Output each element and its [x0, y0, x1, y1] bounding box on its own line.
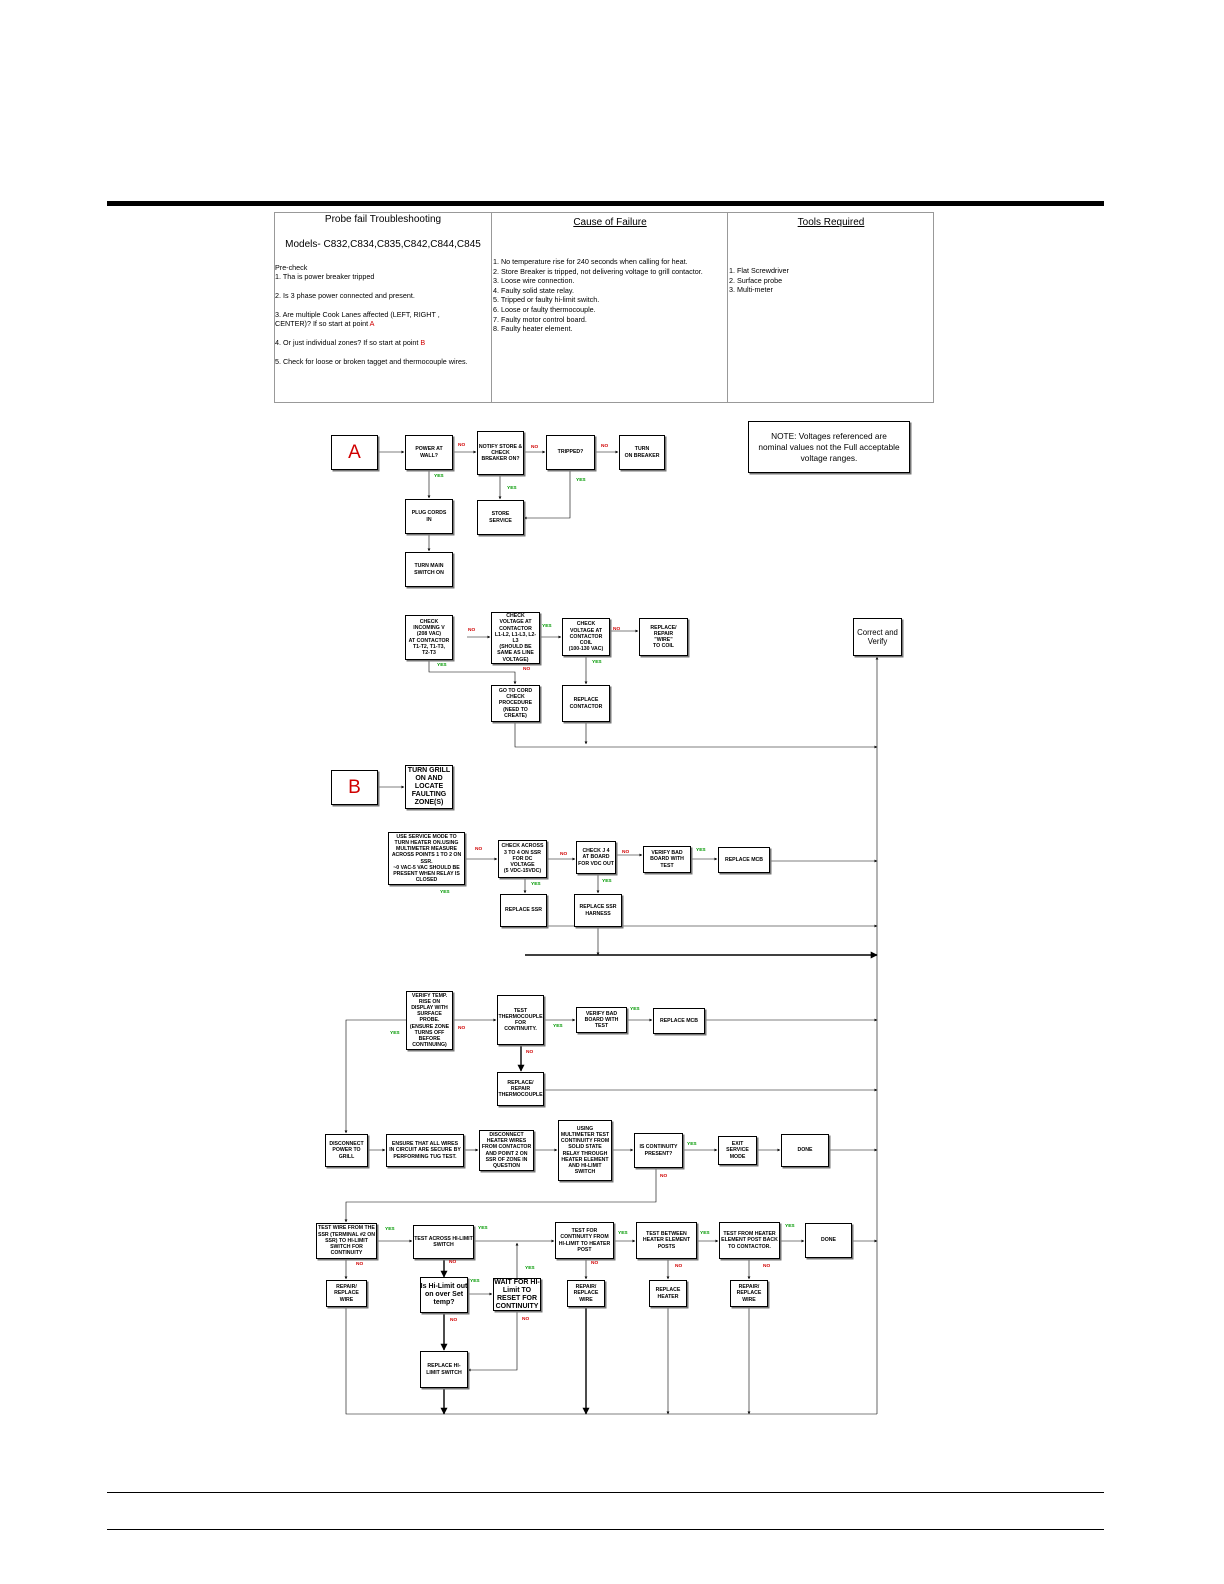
cause-item: 7. Faulty motor control board. — [493, 314, 587, 324]
precheck-3b: CENTER)? If so start at point A — [275, 319, 375, 328]
precheck-1: 1. Tha is power breaker tripped — [275, 272, 375, 281]
node-done-1: DONE — [781, 1134, 829, 1167]
label-yes: YES — [785, 1224, 795, 1229]
label-no: NO — [591, 1261, 599, 1266]
label-yes: YES — [700, 1231, 710, 1236]
label-no: NO — [468, 628, 476, 633]
node-check-incoming: CHECK INCOMING V (208 VAC) AT CONTACTOR T1-T2, T1-T3, T2-T3 — [405, 615, 453, 660]
label-no: NO — [613, 627, 621, 632]
label-yes: YES — [531, 882, 541, 887]
label-no: NO — [531, 445, 539, 450]
node-notify-store: NOTIFY STORE & CHECK BREAKER ON? — [477, 431, 524, 475]
label-yes: YES — [542, 624, 552, 629]
node-wait-for-hilimit: WAIT FOR HI- Limit TO RESET FOR CONTINUITY — [494, 1278, 540, 1310]
cause-item: 1. No temperature rise for 240 seconds when calling for heat. — [493, 257, 688, 266]
label-yes: YES — [630, 1007, 640, 1012]
label-no: NO — [458, 1026, 466, 1031]
node-done-2: DONE — [805, 1223, 852, 1258]
node-ensure-wires: ENSURE THAT ALL WIRES IN CIRCUIT ARE SECURE BY PERFORMING TUG TEST. — [386, 1134, 464, 1167]
node-check-j4: CHECK J 4 AT BOARD FOR VDC OUT — [576, 841, 616, 874]
precheck-2: 2. Is 3 phase power connected and present. — [275, 291, 415, 300]
label-yes: YES — [602, 879, 612, 884]
node-replace-ssr: REPLACE SSR — [500, 894, 547, 927]
node-test-across-hilimit: TEST ACROSS HI-LIMIT SWITCH — [413, 1225, 474, 1259]
label-yes: YES — [385, 1227, 395, 1232]
node-exit-service-mode: EXIT SERVICE MODE — [718, 1136, 757, 1165]
node-replace-mcb-1: REPLACE MCB — [718, 847, 770, 873]
label-yes: YES — [478, 1226, 488, 1231]
node-replace-repair-wire-coil: REPLACE/ REPAIR "WIRE" TO COIL — [639, 618, 688, 656]
precheck-3a: 3. Are multiple Cook Lanes affected (LEFT, RIGHT , — [275, 310, 440, 319]
tool-item: 2. Surface probe — [729, 275, 783, 285]
node-is-hilimit-out: Is Hi-Limit out on over Set temp? — [420, 1277, 468, 1313]
label-no: NO — [622, 850, 630, 855]
label-yes: YES — [507, 486, 517, 491]
node-replace-ssr-harness: REPLACE SSR HARNESS — [574, 894, 622, 927]
node-replace-mcb-2: REPLACE MCB — [653, 1008, 705, 1034]
label-yes: YES — [434, 474, 444, 479]
cause-item: 3. Loose wire connection. — [493, 276, 575, 286]
label-yes: YES — [525, 1266, 535, 1271]
node-verify-bad-board-2: VERIFY BAD BOARD WITH TEST — [576, 1007, 627, 1033]
label-yes: YES — [618, 1231, 628, 1236]
tool-item: 3. Multi-meter — [729, 285, 773, 295]
models: Models- C832,C834,C835,C842,C844,C845 — [285, 239, 481, 250]
node-go-to-cord: GO TO CORD CHECK PROCEDURE (NEED TO CREATE) — [491, 685, 540, 722]
label-no: NO — [458, 443, 466, 448]
doc-title: Probe fail Troubleshooting — [324, 214, 442, 225]
node-power-at-wall: POWER AT WALL? — [405, 435, 453, 470]
node-repair-replace-wire-2: REPAIR/ REPLACE WIRE — [567, 1280, 605, 1307]
label-no: NO — [526, 1050, 534, 1055]
node-turn-on-breaker: TURN ON BREAKER — [619, 435, 665, 470]
label-no: NO — [560, 852, 568, 857]
node-verify-temp-rise: VERIFY TEMP. RISE ON DISPLAY WITH SURFACE PROBE. (ENSURE ZONE TURNS OFF BEFORE CONTINUING) — [406, 991, 453, 1050]
cause-item: 2. Store Breaker is tripped, not delivering voltage to grill contactor. — [493, 266, 703, 276]
cause-title: Cause of Failure — [573, 217, 647, 228]
cause-item: 6. Loose or faulty thermocouple. — [493, 304, 596, 314]
label-no: NO — [522, 1317, 530, 1322]
cause-item: 5. Tripped or faulty hi-limit switch. — [493, 295, 600, 305]
node-use-service-mode: USE SERVICE MODE TO TURN HEATER ON.USING MULTIMETER MEASURE ACROSS POINTS 1 TO 2 ON SSR. ~0 VAC-5 VAC SHOULD BE PRESENT WHEN RELAY IS CLOSED — [388, 832, 465, 885]
node-disconnect-power: DISCONNECT POWER TO GRILL — [325, 1134, 368, 1167]
node-plug-cords: PLUG CORDS IN — [405, 499, 453, 534]
voltage-note: NOTE: Voltages referenced are nominal values not the Full acceptable voltage ranges. — [748, 421, 910, 473]
label-yes: YES — [437, 663, 447, 668]
node-turn-main-switch: TURN MAIN SWITCH ON — [405, 552, 453, 587]
label-no: NO — [763, 1264, 771, 1269]
node-check-voltage-contactor: CHECK VOLTAGE AT CONTACTOR L1-L2, L1-L3, L2- L3 (SHOULD BE SAME AS LINE VOLTAGE) — [491, 612, 540, 664]
node-replace-heater: REPLACE HEATER — [649, 1280, 687, 1307]
node-turn-grill-on: TURN GRILL ON AND LOCATE FAULTING ZONE(S) — [405, 765, 453, 809]
node-store-service: STORE SERVICE — [477, 500, 524, 535]
label-no: NO — [449, 1260, 457, 1265]
cause-item: 4. Faulty solid state relay. — [493, 285, 574, 295]
label-yes: YES — [687, 1142, 697, 1147]
label-yes: YES — [696, 848, 706, 853]
node-test-thermocouple: TEST THERMOCOUPLE FOR CONTINUITY. — [497, 995, 544, 1045]
label-yes: YES — [470, 1279, 480, 1284]
label-no: NO — [523, 667, 531, 672]
tools-title: Tools Required — [797, 217, 865, 228]
label-no: NO — [660, 1174, 668, 1179]
point-b-marker: B — [331, 770, 378, 805]
node-disconnect-heater-wires: DISCONNECT HEATER WIRES FROM CONTACTOR AND POINT 2 ON SSR OF ZONE IN QUESTION — [479, 1130, 534, 1171]
precheck-label: Pre-check — [275, 263, 308, 272]
node-replace-hilimit: REPLACE HI- LIMIT SWITCH — [420, 1351, 468, 1388]
label-yes: YES — [390, 1031, 400, 1036]
node-using-multimeter: USING MULTIMETER TEST CONTINUITY FROM SOLID STATE RELAY THROUGH HEATER ELEMENT AND HI-LIMIT SWITCH — [558, 1120, 612, 1181]
tool-item: 1. Flat Screwdriver — [729, 266, 789, 275]
node-replace-contactor: REPLACE CONTACTOR — [562, 685, 610, 722]
label-yes: YES — [576, 478, 586, 483]
label-yes: YES — [592, 660, 602, 665]
label-yes: YES — [553, 1024, 563, 1029]
point-a-marker: A — [331, 435, 378, 470]
cause-item: 8. Faulty heater element. — [493, 324, 573, 334]
label-no: NO — [356, 1262, 364, 1267]
label-no: NO — [475, 847, 483, 852]
label-no: NO — [601, 444, 609, 449]
node-repair-replace-wire-3: REPAIR/ REPLACE WIRE — [730, 1280, 768, 1307]
node-repair-replace-wire-1: REPAIR/ REPLACE WIRE — [326, 1280, 367, 1307]
node-check-coil: CHECK VOLTAGE AT CONTACTOR COIL (100-130 VAC) — [562, 618, 610, 656]
node-verify-bad-board-1: VERIFY BAD BOARD WITH TEST — [643, 846, 691, 873]
label-no: NO — [450, 1318, 458, 1323]
node-replace-repair-thermocouple: REPLACE/ REPAIR THERMOCOUPLE — [497, 1072, 544, 1106]
node-test-from-heater: TEST FROM HEATER ELEMENT POST BACK TO CONTACTOR. — [719, 1222, 780, 1259]
node-tripped: TRIPPED? — [546, 435, 595, 470]
node-test-between-heater: TEST BETWEEN HEATER ELEMENT POSTS — [636, 1222, 697, 1259]
node-correct-verify: Correct and Verify — [853, 618, 902, 656]
precheck-5: 5. Check for loose or broken tagget and thermocouple wires. — [275, 357, 468, 366]
label-yes: YES — [440, 890, 450, 895]
node-test-wire-ssr: TEST WIRE FROM THE SSR (TERMINAL #2 ON SSR) TO HI-LIMIT SWITCH FOR CONTINUITY — [316, 1223, 377, 1259]
node-check-across-ssr: CHECK ACROSS 3 TO 4 ON SSR FOR DC VOLTAGE (5 VDC-15VDC) — [498, 840, 547, 878]
label-no: NO — [675, 1264, 683, 1269]
precheck-4: 4. Or just individual zones? If so start at point B — [275, 338, 426, 347]
node-is-continuity: IS CONTINUITY PRESENT? — [634, 1133, 683, 1168]
node-test-continuity-hilimit: TEST FOR CONTINUITY FROM HI-LIMIT TO HEATER POST — [555, 1222, 614, 1259]
